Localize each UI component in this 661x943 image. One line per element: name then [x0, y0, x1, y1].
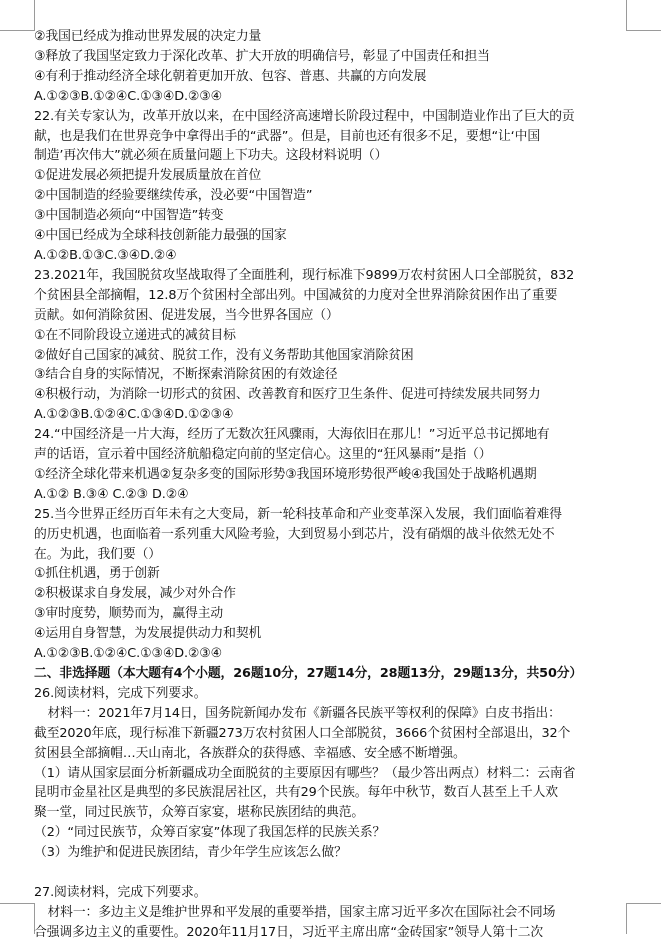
- q23-choices: A.①②③B.①②④C.①③④D.①②③④: [34, 407, 234, 423]
- q25-option-4: ④运用自身智慧，为发展提供动力和契机: [34, 626, 262, 642]
- section-heading-non-choice: 二、非选择题（本大题有4个小题，26题10分，27题14分，28题13分，29题13分，共50分）: [34, 666, 583, 681]
- q26-material-1-line-2: 截至2020年底，现行标准下新疆273万农村贫困人口全部脱贫，3666个贫困村全部退出，32个: [34, 725, 571, 741]
- q22-stem-line-2: 献，也是我们在世界竞争中拿得出手的“武器”。但是，目前也还有很多不足，要想“让‘中国: [34, 128, 541, 144]
- q23-stem-line-3: 贡献。如何消除贫困、促进发展，当今世界各国应（）: [34, 307, 339, 323]
- q24-choices: A.①② B.③④ C.②③ D.②④: [34, 486, 189, 502]
- q22-option-4: ④中国已经成为全球科技创新能力最强的国家: [34, 228, 287, 244]
- q26-sub-3: （3）为维护和促进民族团结，青少年学生应该怎么做？: [34, 845, 347, 861]
- q25-choices: A.①②③B.①②④C.①③④D.②③④: [34, 646, 223, 662]
- document-page: [34, 27, 627, 943]
- q25-option-3: ③审时度势，顺势而为，赢得主动: [34, 606, 224, 622]
- q22-option-3: ③中国制造必须向“中国智造”转变: [34, 208, 224, 224]
- q22-option-1: ①促进发展必须把提升发展质量放在首位: [34, 168, 262, 184]
- q23-stem-line-1: 23.2021年，我国脱贫攻坚战取得了全面胜利，现行标准下9899万农村贫困人口全部脱贫，832: [34, 267, 575, 283]
- crop-mark-top-left: [0, 0, 35, 31]
- crop-mark-bottom-left: [0, 903, 35, 934]
- q25-option-1: ①抓住机遇，勇于创新: [34, 566, 160, 582]
- q23-option-2: ②做好自己国家的减贫、脱贫工作，没有义务帮助其他国家消除贫困: [34, 347, 414, 363]
- q26-sub-1-and-material-2: （1）请从国家层面分析新疆成功全面脱贫的主要原因有哪些？（最少答出两点）材料二：云南省: [34, 765, 576, 781]
- q21-choices: A.①②③B.①②④C.①③④D.②③④: [34, 88, 223, 104]
- q23-option-4: ④积极行动，为消除一切形式的贫困、改善教育和医疗卫生条件、促进可持续发展共同努力: [34, 387, 541, 403]
- q26-sub-2: （2）“同过民族节，众筹百家宴”体现了我国怎样的民族关系？: [34, 825, 386, 841]
- q27-material-1-line-2: 合强调多边主义的重要性。2020年11月17日，习近平主席出席“金砖国家”领导人第十二次: [34, 924, 544, 940]
- q26-material-1-line-1: 材料一：2021年7月14日，国务院新闻办发布《新疆各民族平等权利的保障》白皮书指出：: [47, 705, 561, 721]
- q23-option-1: ①在不同阶段设立递进式的减贫目标: [34, 327, 236, 343]
- q22-stem-line-3: 制造’再次伟大”就必须在质量问题上下功夫。这段材料说明（）: [34, 148, 388, 164]
- q24-options: ①经济全球化带来机遇②复杂多变的国际形势③我国环境形势很严峻④我国处于战略机遇期: [34, 466, 537, 482]
- q21-option-4: ④有利于推动经济全球化朝着更加开放、包容、普惠、共赢的方向发展: [34, 68, 427, 84]
- q26-material-1-line-3: 贫困县全部摘帽…天山南北，各族群众的获得感、幸福感、安全感不断增强。: [34, 745, 466, 761]
- q22-stem-line-1: 22.有关专家认为，改革开放以来，在中国经济高速增长阶段过程中，中国制造业作出了巨大的贡: [34, 108, 575, 124]
- q25-stem-line-2: 的历史机遇，也面临着一系列重大风险考验，大到贸易小到芯片，没有硝烟的战斗依然无处不: [34, 526, 555, 542]
- q21-option-2: ②我国已经成为推动世界发展的决定力量: [34, 29, 262, 44]
- q25-option-2: ②积极谋求自身发展，减少对外合作: [34, 586, 236, 602]
- q22-option-2: ②中国制造的经验要继续传承，没必要“中国智造”: [34, 188, 313, 204]
- q24-stem-line-1: 24.“中国经济是一片大海，经历了无数次狂风骤雨，大海依旧在那儿！”习近平总书记掷地有: [34, 427, 550, 443]
- q24-stem-line-2: 声的话语，宣示着中国经济航船稳定向前的坚定信心。这里的“狂风暴雨”是指（）: [34, 447, 492, 463]
- q23-option-3: ③结合自身的实际情况，不断探索消除贫困的有效途径: [34, 367, 338, 383]
- q25-stem-line-3: 在。为此，我们要（）: [34, 546, 161, 562]
- crop-mark-top-right: [626, 0, 661, 31]
- q26-instruction: 26.阅读材料，完成下列要求。: [34, 685, 207, 701]
- q27-material-1-line-1: 材料一：多边主义是维护世界和平发展的重要举措，国家主席习近平多次在国际社会不同场: [47, 904, 556, 920]
- q23-stem-line-2: 个贫困县全部摘帽，12.8万个贫困村全部出列。中国减贫的力度对全世界消除贫困作出了重要: [34, 287, 558, 303]
- blank-line: [34, 863, 627, 883]
- q21-option-3: ③释放了我国坚定致力于深化改革、扩大开放的明确信号，彰显了中国责任和担当: [34, 48, 490, 64]
- q22-choices: A.①②B.①③C.③④D.②④: [34, 247, 177, 263]
- q26-material-2-line-3: 聚一堂，同过民族节，众筹百家宴，堪称民族团结的典范。: [34, 805, 365, 821]
- q27-instruction: 27.阅读材料，完成下列要求。: [34, 884, 207, 900]
- q25-stem-line-1: 25.当今世界正经历百年未有之大变局，新一轮科技革命和产业变革深入发展，我们面临着难得: [34, 506, 562, 522]
- q26-material-2-line-2: 昆明市金星社区是典型的多民族混居社区，共有29个民族。每年中秋节，数百人甚至上千人欢: [34, 785, 558, 801]
- crop-mark-bottom-right: [626, 903, 661, 934]
